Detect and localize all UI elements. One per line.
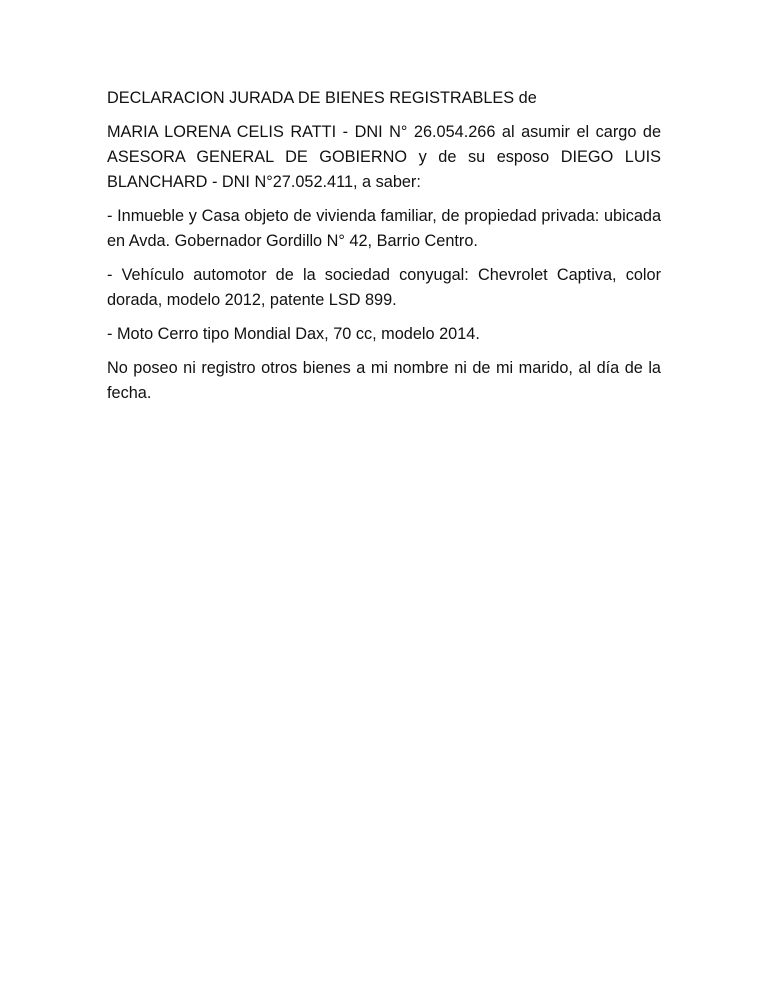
- declarant-paragraph: MARIA LORENA CELIS RATTI - DNI N° 26.054.266 al asumir el cargo de ASESORA GENERAL DE GOBIERNO y de su esposo DIEGO LUIS BLANCHARD - DNI N°27.052.411, a saber:: [107, 123, 661, 191]
- property-item-motorcycle: - Moto Cerro tipo Mondial Dax, 70 cc, modelo 2014.: [107, 325, 480, 343]
- document-title: DECLARACION JURADA DE BIENES REGISTRABLES de: [107, 89, 537, 107]
- property-item-house: - Inmueble y Casa objeto de vivienda familiar, de propiedad privada: ubicada en Avda. Gobernador Gordillo N° 42, Barrio Centro.: [107, 207, 661, 250]
- property-item-car: - Vehículo automotor de la sociedad conyugal: Chevrolet Captiva, color dorada, modelo 2012, patente LSD 899.: [107, 266, 661, 309]
- closing-statement: No poseo ni registro otros bienes a mi nombre ni de mi marido, al día de la fecha.: [107, 359, 661, 402]
- document-body: [107, 86, 661, 415]
